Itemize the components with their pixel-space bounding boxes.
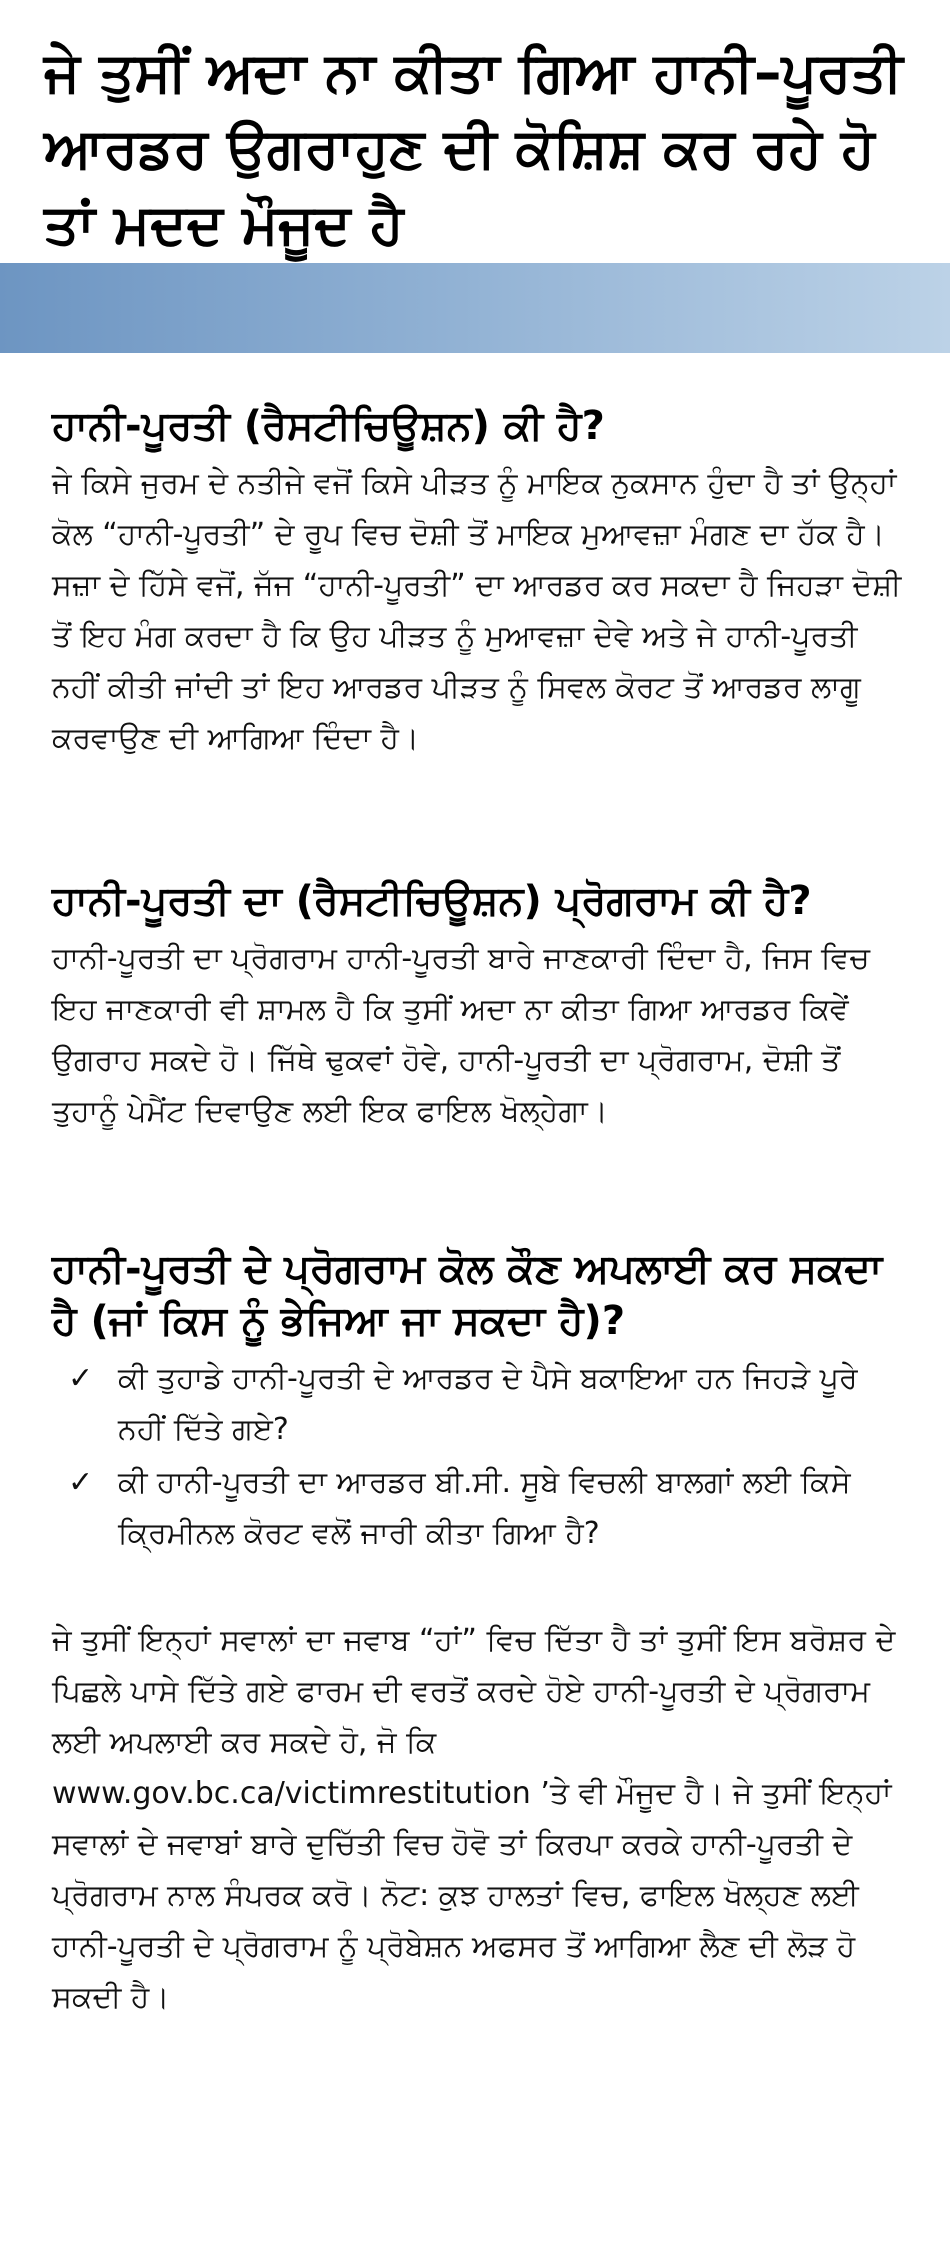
section-body: ਹਾਨੀ-ਪੂਰਤੀ ਦਾ ਪ੍ਰੋਗਰਾਮ ਹਾਨੀ-ਪੂਰਤੀ ਬਾਰੇ ਜਾਣਕਾਰੀ ਦਿੰਦਾ ਹੈ, ਜਿਸ ਵਿਚ ਇਹ ਜਾਣਕਾਰੀ ਵੀ ਸ਼ਾਮਲ ਹੈ ਕਿ ਤੁਸੀਂ ਅਦਾ ਨਾ ਕੀਤਾ ਗਿਆ ਆਰਡਰ ਕਿਵੇਂ ਉਗਰਾਹ ਸਕਦੇ ਹੋ। ਜਿੱਥੇ ਢੁਕਵਾਂ ਹੋਵੇ, ਹਾਨੀ-ਪੂਰਤੀ ਦਾ ਪ੍ਰੋਗਰਾਮ, ਦੋਸ਼ੀ ਤੋਂ ਤੁਹਾਨੂੰ ਪੇਮੈਂਟ ਦਿਵਾਉਣ ਲਈ ਇਕ ਫਾਇਲ ਖੋਲ੍ਹੇਗਾ।: [52, 941, 870, 1129]
section-body: ਜੇ ਕਿਸੇ ਜੁਰਮ ਦੇ ਨਤੀਜੇ ਵਜੋਂ ਕਿਸੇ ਪੀੜਤ ਨੂੰ ਮਾਇਕ ਨੁਕਸਾਨ ਹੁੰਦਾ ਹੈ ਤਾਂ ਉਨ੍ਹਾਂ ਕੋਲ “ਹਾਨੀ-ਪੂਰਤੀ” ਦੇ ਰੂਪ ਵਿਚ ਦੋਸ਼ੀ ਤੋਂ ਮਾਇਕ ਮੁਆਵਜ਼ਾ ਮੰਗਣ ਦਾ ਹੱਕ ਹੈ। ਸਜ਼ਾ ਦੇ ਹਿੱਸੇ ਵਜੋਂ, ਜੱਜ “ਹਾਨੀ-ਪੂਰਤੀ” ਦਾ ਆਰਡਰ ਕਰ ਸਕਦਾ ਹੈ ਜਿਹੜਾ ਦੋਸ਼ੀ ਤੋਂ ਇਹ ਮੰਗ ਕਰਦਾ ਹੈ ਕਿ ਉਹ ਪੀੜਤ ਨੂੰ ਮੁਆਵਜ਼ਾ ਦੇਵੇ ਅਤੇ ਜੇ ਹਾਨੀ-ਪੂਰਤੀ ਨਹੀਂ ਕੀਤੀ ਜਾਂਦੀ ਤਾਂ ਇਹ ਆਰਡਰ ਪੀੜਤ ਨੂੰ ਸਿਵਲ ਕੋਰਟ ਤੋਂ ਆਰਡਰ ਲਾਗੂ ਕਰਵਾਉਣ ਦੀ ਆਗਿਆ ਦਿੰਦਾ ਹੈ।: [52, 466, 902, 756]
section-what-is-restitution: [52, 400, 912, 764]
section-closing: [52, 1615, 912, 2023]
section-who-can-apply: [52, 1243, 912, 1561]
section-heading: ਹਾਨੀ-ਪੂਰਤੀ ਦੇ ਪ੍ਰੋਗਰਾਮ ਕੋਲ ਕੌਣ ਅਪਲਾਈ ਕਰ ਸਕਦਾ ਹੈ (ਜਾਂ ਕਿਸ ਨੂੰ ਭੇਜਿਆ ਜਾ ਸਕਦਾ ਹੈ)?: [52, 1246, 883, 1344]
checkmark-icon: ✓: [68, 1465, 94, 1500]
decorative-banner: [0, 263, 950, 353]
closing-paragraph: ਜੇ ਤੁਸੀਂ ਇਨ੍ਹਾਂ ਸਵਾਲਾਂ ਦਾ ਜਵਾਬ “ਹਾਂ” ਵਿਚ ਦਿੱਤਾ ਹੈ ਤਾਂ ਤੁਸੀਂ ਇਸ ਬਰੋਸ਼ਰ ਦੇ ਪਿਛਲੇ ਪਾਸੇ ਦਿੱਤੇ ਗਏ ਫਾਰਮ ਦੀ ਵਰਤੋਂ ਕਰਦੇ ਹੋਏ ਹਾਨੀ-ਪੂਰਤੀ ਦੇ ਪ੍ਰੋਗਰਾਮ ਲਈ ਅਪਲਾਈ ਕਰ ਸਕਦੇ ਹੋ, ਜੋ ਕਿ www.gov.bc.ca/victimrestitution ’ਤੇ ਵੀ ਮੌਜੂਦ ਹੈ। ਜੇ ਤੁਸੀਂ ਇਨ੍ਹਾਂ ਸਵਾਲਾਂ ਦੇ ਜਵਾਬਾਂ ਬਾਰੇ ਦੁਚਿੱਤੀ ਵਿਚ ਹੋਵੋ ਤਾਂ ਕਿਰਪਾ ਕਰਕੇ ਹਾਨੀ-ਪੂਰਤੀ ਦੇ ਪ੍ਰੋਗਰਾਮ ਨਾਲ ਸੰਪਰਕ ਕਰੋ। ਨੋਟ: ਕੁਝ ਹਾਲਤਾਂ ਵਿਚ, ਫਾਇਲ ਖੋਲ੍ਹਣ ਲਈ ਹਾਨੀ-ਪੂਰਤੀ ਦੇ ਪ੍ਰੋਗਰਾਮ ਨੂੰ ਪ੍ਰੋਬੇਸ਼ਨ ਅਫਸਰ ਤੋਂ ਆਗਿਆ ਲੈਣ ਦੀ ਲੋੜ ਹੋ ਸਕਦੀ ਹੈ।: [52, 1623, 896, 2015]
checklist-item: [52, 1457, 912, 1559]
section-heading: ਹਾਨੀ-ਪੂਰਤੀ ਦਾ (ਰੈਸਟੀਚਿਊਸ਼ਨ) ਪ੍ਰੋਗਰਾਮ ਕੀ ਹੈ?: [52, 878, 812, 924]
checklist-item: [52, 1353, 912, 1455]
checklist-item-text: ਕੀ ਤੁਹਾਡੇ ਹਾਨੀ-ਪੂਰਤੀ ਦੇ ਆਰਡਰ ਦੇ ਪੈਸੇ ਬਕਾਇਆ ਹਨ ਜਿਹੜੇ ਪੂਰੇ ਨਹੀਂ ਦਿੱਤੇ ਗਏ?: [118, 1361, 858, 1447]
page-title: ਜੇ ਤੁਸੀਂ ਅਦਾ ਨਾ ਕੀਤਾ ਗਿਆ ਹਾਨੀ–ਪੂਰਤੀ ਆਰਡਰ ਉਗਰਾਹੁਣ ਦੀ ਕੋਸ਼ਿਸ਼ ਕਰ ਰਹੇ ਹੋ ਤਾਂ ਮਦਦ ਮੌਜੂਦ ਹੈ: [44, 40, 903, 256]
section-restitution-program: [52, 875, 912, 1137]
checklist-item-text: ਕੀ ਹਾਨੀ-ਪੂਰਤੀ ਦਾ ਆਰਡਰ ਬੀ.ਸੀ. ਸੂਬੇ ਵਿਚਲੀ ਬਾਲਗਾਂ ਲਈ ਕਿਸੇ ਕ੍ਰਿਮੀਨਲ ਕੋਰਟ ਵਲੋਂ ਜਾਰੀ ਕੀਤਾ ਗਿਆ ਹੈ?: [118, 1465, 851, 1551]
section-heading: ਹਾਨੀ-ਪੂਰਤੀ (ਰੈਸਟੀਚਿਊਸ਼ਨ) ਕੀ ਹੈ?: [52, 403, 605, 449]
checkmark-icon: ✓: [68, 1361, 94, 1396]
eligibility-checklist: [52, 1353, 912, 1559]
